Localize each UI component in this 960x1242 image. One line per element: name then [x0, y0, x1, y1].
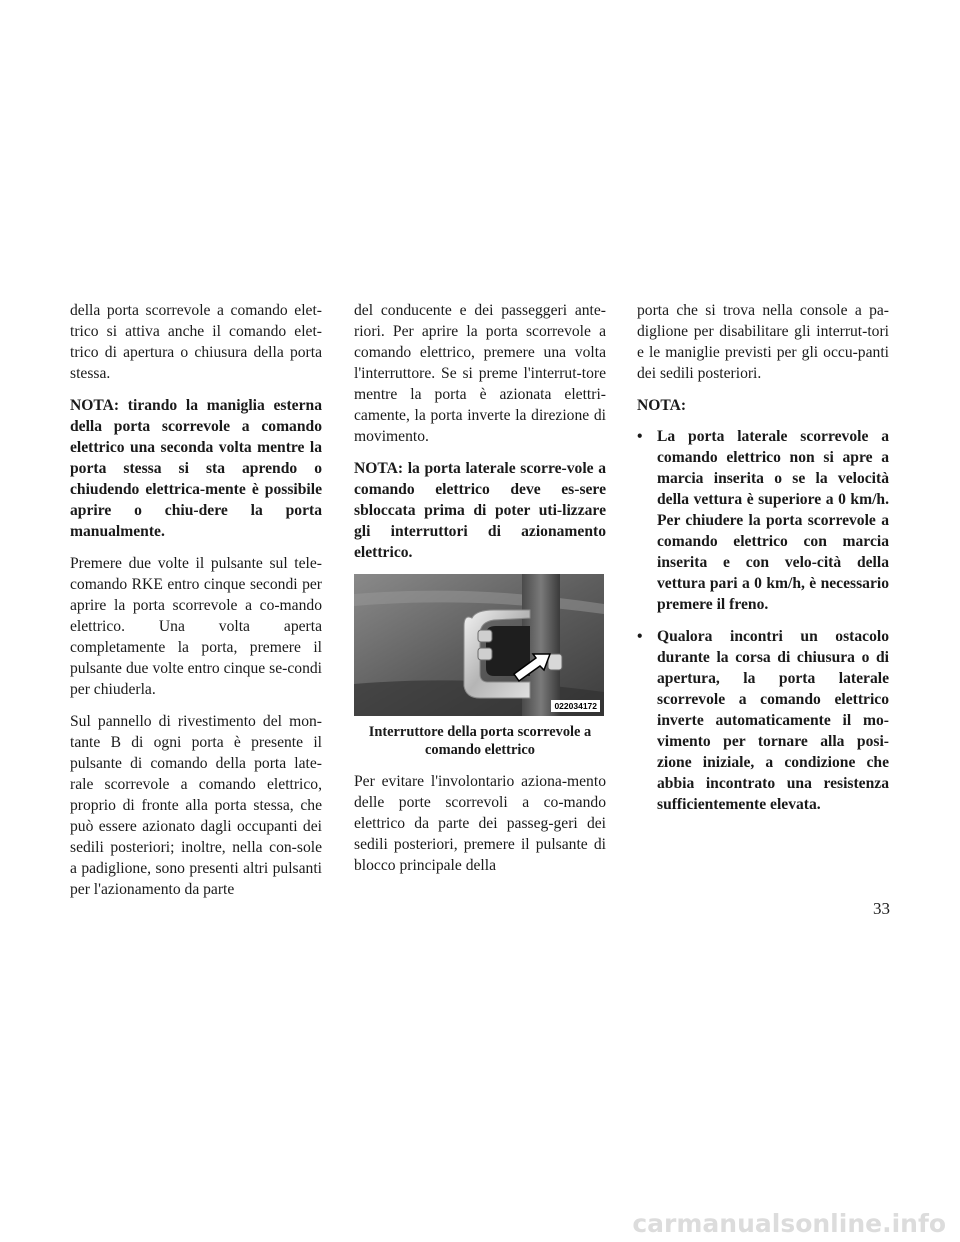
note-paragraph: NOTA: la porta laterale scorre-vole a comando elettrico deve es-sere sbloccata prima di poter uti-lizzare gli interruttori di azionamento elettrico. [354, 460, 606, 561]
figure-caption [354, 723, 606, 759]
door-switch-illustration [354, 574, 604, 716]
note-heading: NOTA: [637, 397, 687, 414]
watermark: carmanualsonline.info [632, 1209, 946, 1238]
page-number: 33 [873, 899, 890, 918]
paragraph: Per evitare l'involontario aziona-mento delle porte scorrevoli a co-mando elettrico da parte dei passeg-geri dei sedili posteriori, premere il pulsante di blocco principale della [354, 773, 606, 874]
bullet-marker: • [637, 628, 643, 645]
bullet-text: La porta laterale scorrevole a comando elettrico non si apre a marcia inserita o se la velocità della vettura è superiore a 0 km/h. Per chiudere la porta scorrevole a comando elettrico con marcia inserita e con velo-cità della vettura pari a 0 km/h, è necessario premere il freno. [657, 428, 889, 613]
paragraph: Sul pannello di rivestimento del mon-tante B di ogni porta è presente il pulsante di comando della porta late-rale scorrevole a comando elettrico, proprio di fronte alla porta stessa, che può essere azionato dagli occupanti dei sedili posteriori; inoltre, nella con-sole a padiglione, sono presenti altri pulsanti per l'azionamento da parte [70, 713, 322, 898]
door-switch-photo [354, 574, 604, 716]
note-bullet-list [637, 426, 889, 815]
bullet-marker: • [637, 428, 643, 445]
bullet-text: Qualora incontri un ostacolo durante la corsa di chiusura o di apertura, la porta laterale scorrevole a comando elettrico inverte automaticamente il mo-vimento per tornare alla posi-zione iniziale, a condizione che abbia incontrato una resistenza sufficientemente elevata. [657, 628, 889, 813]
figure-caption-line-2: comando elettrico [425, 742, 535, 758]
figure-code: 022034172 [551, 700, 600, 712]
paragraph: Premere due volte il pulsante sul tele-comando RKE entro cinque secondi per aprire la porta scorrevole a co-mando elettrico. Una volta aperta completamente la porta, premere il pulsante due volte entro cinque se-condi per chiuderla. [70, 555, 322, 698]
note-paragraph: NOTA: tirando la maniglia esterna della porta scorrevole a comando elettrico una seconda volta mentre la porta stessa si sta aprendo o chiudendo elettrica-mente è possibile aprire o chiu-dere la porta manualmente. [70, 397, 322, 540]
paragraph: porta che si trova nella console a pa-diglione per disabilitare gli interrut-tori e le maniglie previsti per gli occu-panti dei sedili posteriori. [637, 302, 889, 382]
paragraph: della porta scorrevole a comando elet-trico si attiva anche il comando elet-trico di apertura o chiusura della porta stessa. [70, 302, 322, 382]
bullet-item [637, 426, 889, 615]
bullet-item [637, 626, 889, 815]
text-column-3 [637, 300, 889, 826]
paragraph: del conducente e dei passeggeri ante-riori. Per aprire la porta scorrevole a comando elettrico, premere una volta l'interruttore. Se si preme l'interrut-tore mentre la porta è azionata elettri-camente, la porta inverte la direzione di movimento. [354, 302, 606, 445]
text-column-1 [70, 300, 322, 911]
figure-caption-line-1: Interruttore della porta scorrevole a [368, 724, 592, 740]
text-column-2 [354, 300, 606, 887]
